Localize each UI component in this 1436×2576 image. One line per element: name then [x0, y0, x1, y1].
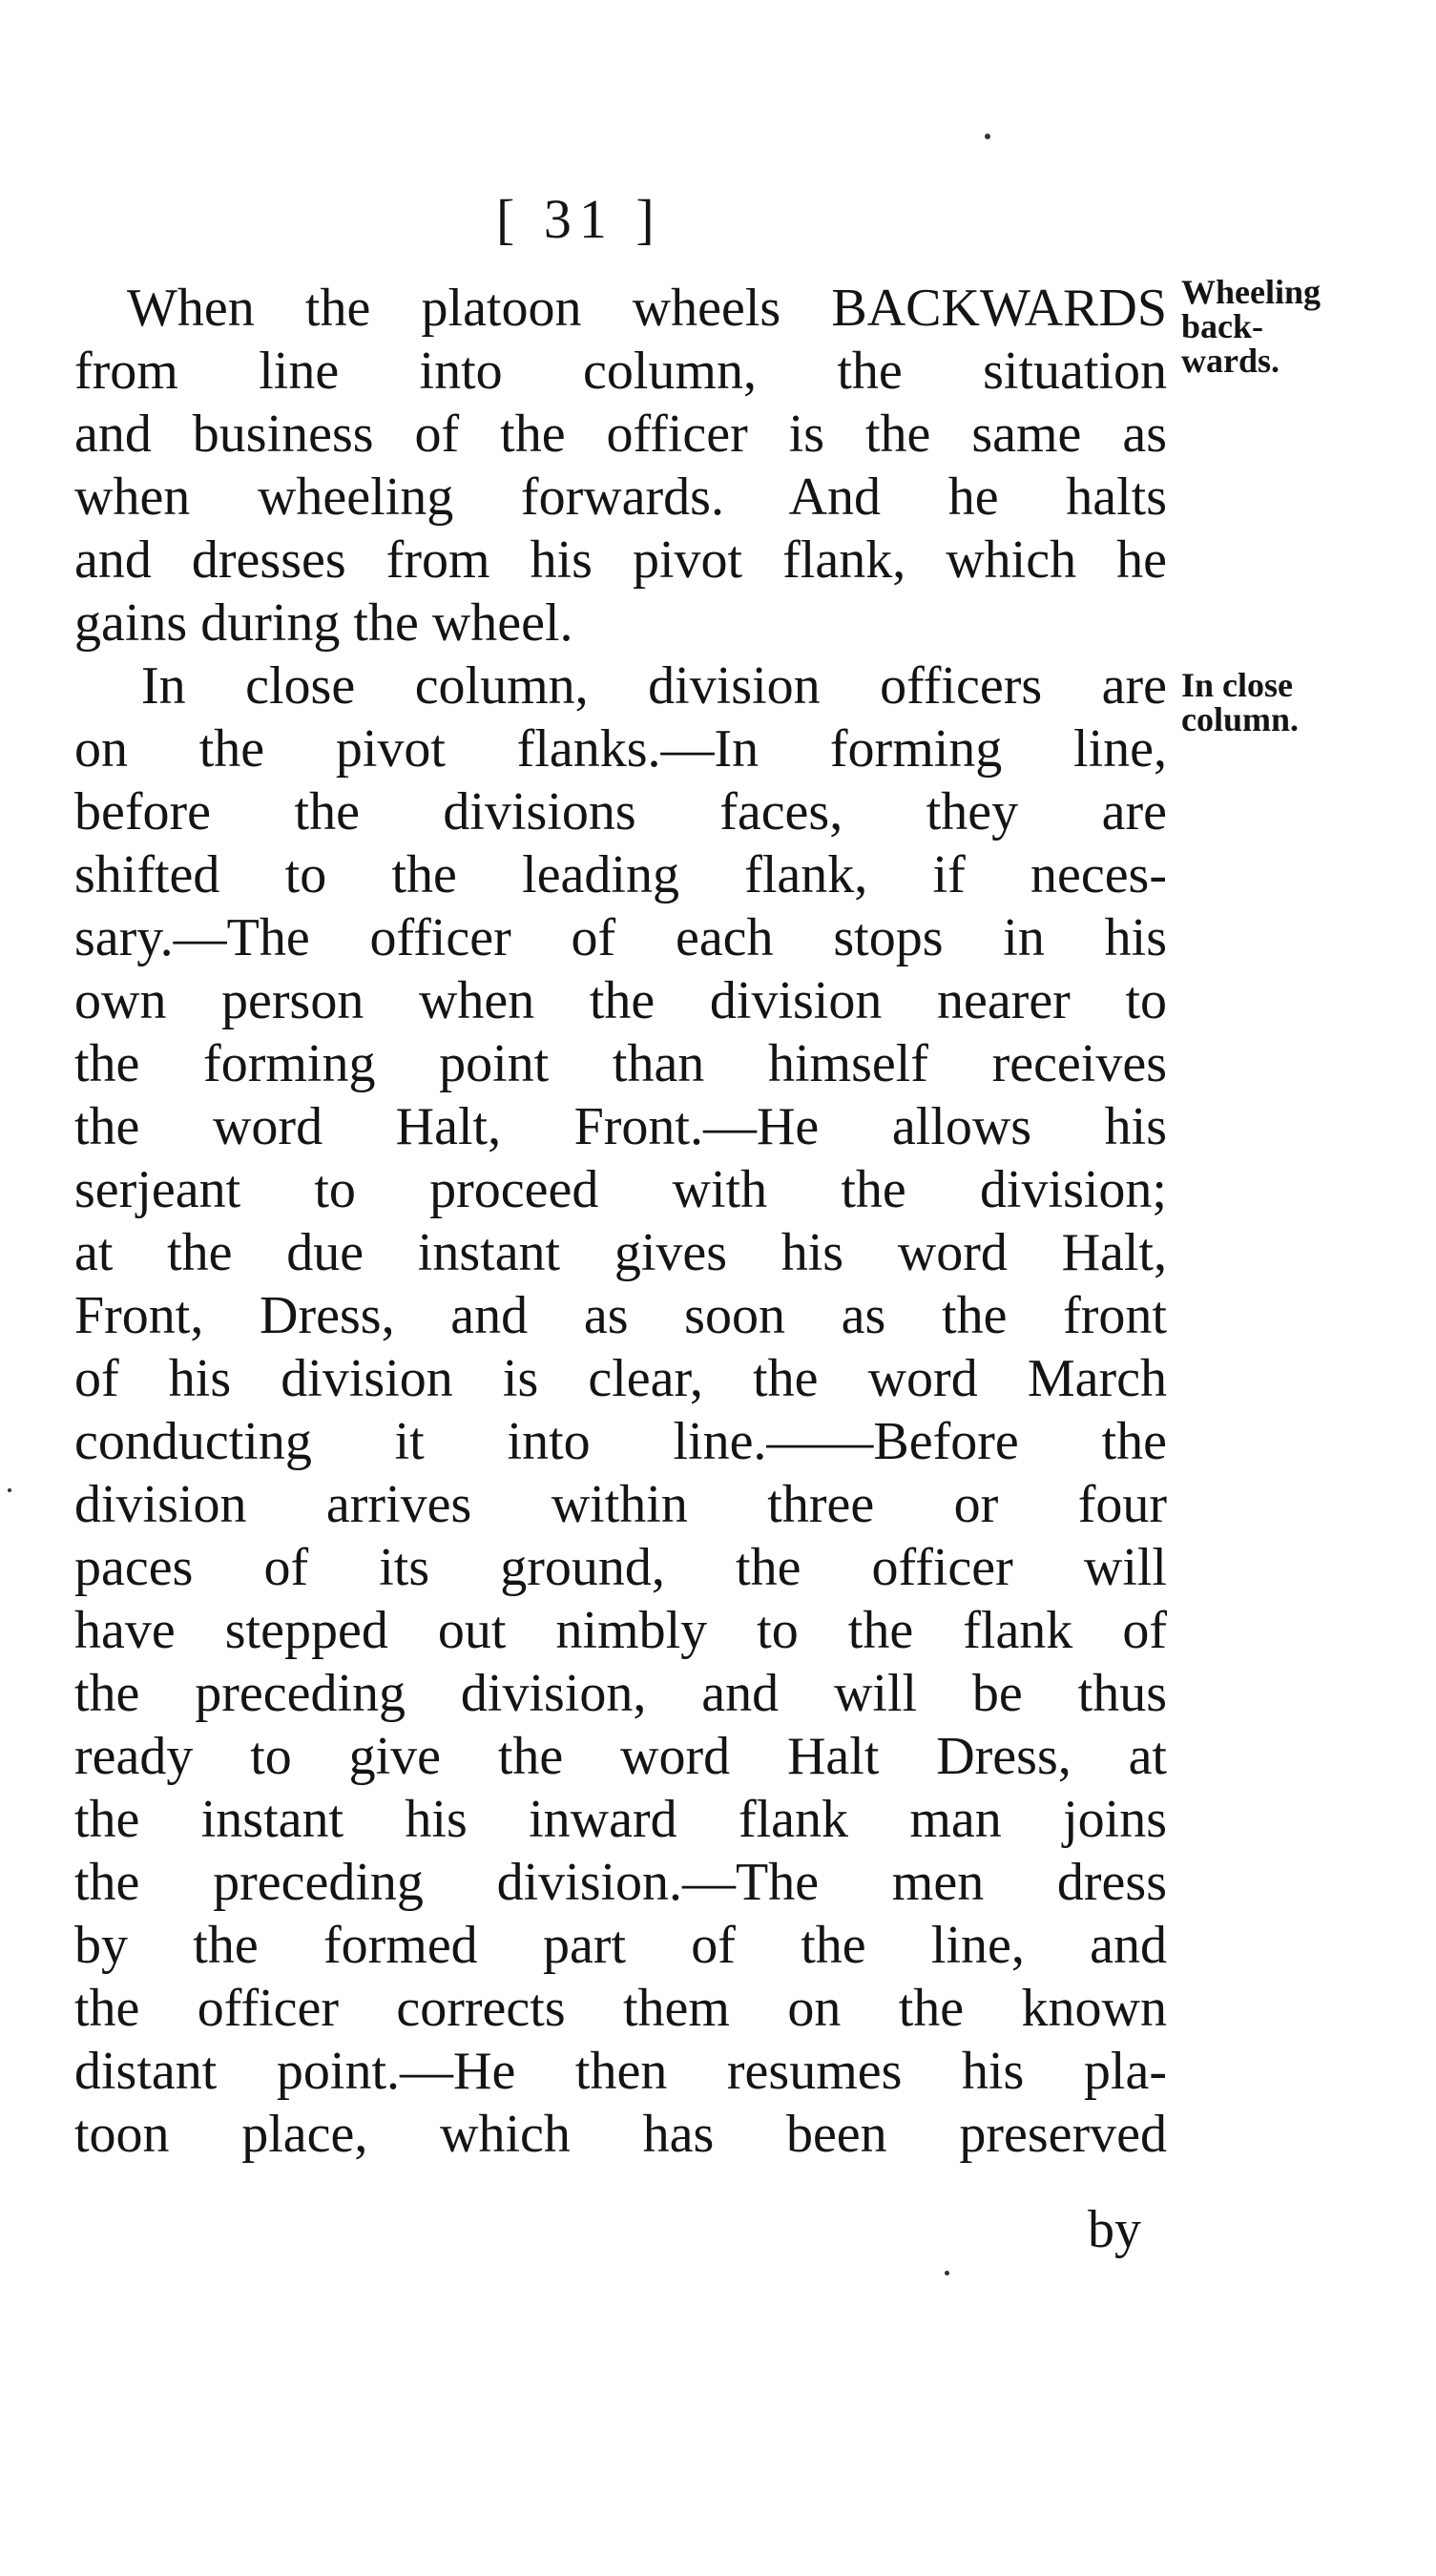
text-line: the officer corrects them on the known [74, 1979, 1167, 2038]
text-line: In close column, division officers are [141, 656, 1167, 716]
text-line: gains during the wheel. [74, 593, 573, 653]
text-line: Front, Dress, and as soon as the front [74, 1286, 1167, 1345]
text-line: ready to give the word Halt Dress, at [74, 1727, 1167, 1786]
ink-speck [8, 1488, 11, 1492]
text-line: and business of the officer is the same as [74, 405, 1167, 464]
text-line: When the platoon wheels BACKWARDS [127, 279, 1167, 338]
ink-speck [945, 2271, 949, 2275]
text-line: of his division is clear, the word March [74, 1349, 1167, 1408]
text-line: the forming point than himself receives [74, 1034, 1167, 1093]
text-line: have stepped out nimbly to the flank of [74, 1601, 1167, 1660]
text-line: on the pivot flanks.—In forming line, [74, 719, 1167, 779]
text-line: and dresses from his pivot flank, which he [74, 530, 1167, 590]
text-line: distant point.—He then resumes his pla- [74, 2042, 1167, 2101]
text-line: at the due instant gives his word Halt, [74, 1223, 1167, 1282]
margin-note-line: In close [1181, 666, 1293, 704]
text-line: before the divisions faces, they are [74, 782, 1167, 841]
margin-note-line: back- [1181, 307, 1264, 345]
text-line: from line into column, the situation [74, 342, 1167, 401]
text-line: when wheeling forwards. And he halts [74, 467, 1167, 527]
margin-note-close-column [1181, 668, 1299, 737]
text-line: own person when the division nearer to [74, 971, 1167, 1030]
text-line: conducting it into line.——Before the [74, 1412, 1167, 1471]
page-number: [ 31 ] [496, 188, 662, 250]
text-line: division arrives within three or four [74, 1475, 1167, 1534]
margin-note-line: wards. [1181, 342, 1280, 380]
text-line: the instant his inward flank man joins [74, 1790, 1167, 1849]
text-line: sary.—The officer of each stops in his [74, 908, 1167, 967]
text-line: the word Halt, Front.—He allows his [74, 1097, 1167, 1156]
text-line: the preceding division.—The men dress [74, 1853, 1167, 1912]
text-line: by the formed part of the line, and [74, 1916, 1167, 1975]
text-line: shifted to the leading flank, if neces- [74, 845, 1167, 904]
text-line: toon place, which has been preserved [74, 2105, 1167, 2164]
text-line: serjeant to proceed with the division; [74, 1160, 1167, 1219]
text-line: paces of its ground, the officer will [74, 1538, 1167, 1597]
catchword: by [1088, 2200, 1141, 2259]
margin-note-line: column. [1181, 700, 1300, 738]
margin-note-line: Wheeling [1181, 273, 1322, 311]
text-line: the preceding division, and will be thus [74, 1664, 1167, 1723]
ink-speck [985, 134, 990, 139]
margin-note-wheeling-backwards [1181, 275, 1321, 378]
